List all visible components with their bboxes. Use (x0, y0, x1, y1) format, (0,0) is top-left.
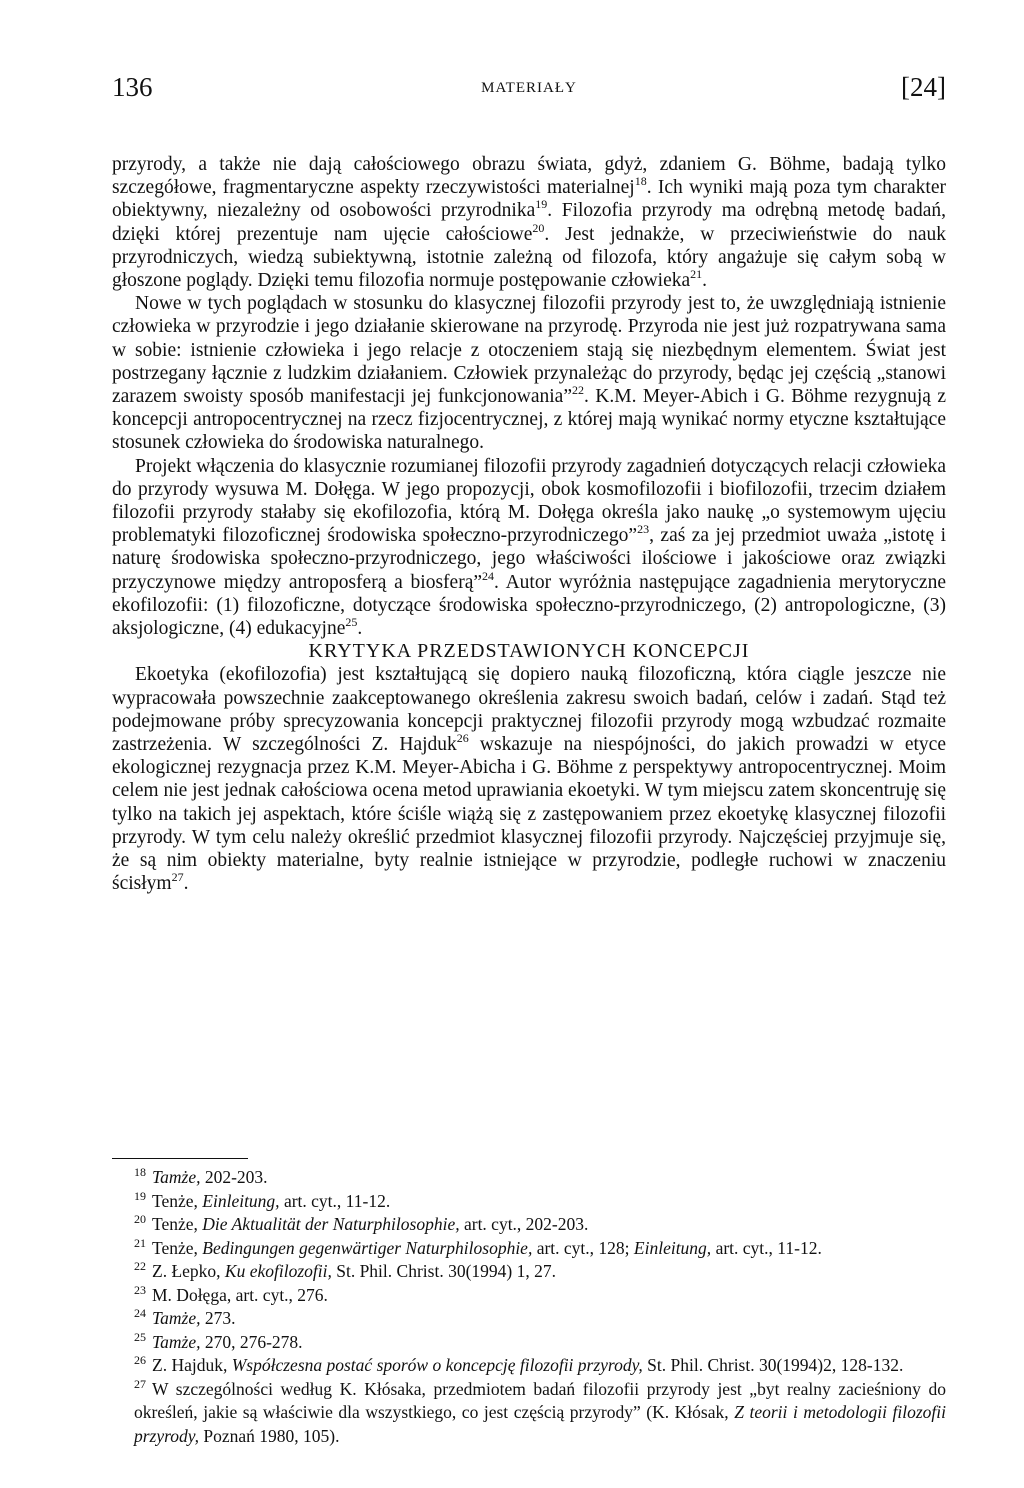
footnote-ref: 19 (535, 197, 548, 212)
footnote-20 (112, 1213, 946, 1237)
footnote-26 (112, 1354, 946, 1378)
footnote-number: 25 (134, 1329, 146, 1344)
running-title: MATERIAŁY (481, 80, 577, 96)
footnote-text: St. Phil. Christ. 30(1994)2, 128-132. (642, 1355, 904, 1375)
paragraph-text: . Filozofia przyrody ma odrębną metodę badań, dzięki której prezentuje nam ujęcie całościowe (112, 200, 946, 245)
paragraph-text: wskazuje na niespójności, do jakich prowadzi w etyce ekologicznej rezygnacja przez K.M. Meyer-Abicha i G. Böhme z perspektywy antropocentrycznej. Moim celem nie jest jednak całościowa ocena metod uprawiania ekoetyki. W tym miejscu zatem skoncentruję się tylko na takich jej aspektach, które ściśle wiążą się z zastępowaniem przez ekoetykę klasycznej filozofii przyrody. W tym celu należy określić przedmiot klasycznej filozofii przyrody. Najczęściej przyjmuje się, że są nim obiekty materialne, byty realnie istniejące w przyrodzie, podległe ruchowi w znaczeniu ścisłym (112, 734, 946, 895)
footnote-text: Z. Łepko, (152, 1261, 225, 1281)
paragraph-text: . Ich wyniki mają poza tym charakter obiektywny, niezależny od osobowości przyrodnika (112, 177, 946, 222)
footnote-ref: 22 (571, 383, 584, 398)
footnote-number: 27 (134, 1376, 146, 1391)
page-header (112, 72, 946, 112)
footnote-number: 22 (134, 1259, 146, 1273)
footnote-text: 270, 276-278. (200, 1331, 303, 1352)
footnote-24 (112, 1307, 946, 1331)
footnote-text: art. cyt., 11-12. (279, 1190, 391, 1211)
footnote-text: Tenże, (152, 1237, 203, 1258)
paragraph-text: Projekt włączenia do klasycznie rozumianej filozofii przyrody zagadnień dotyczących relacji człowieka do przyrody wysuwa M. Dołęga. W jego propozycji, obok kosmofilozofii i biofilozofii, trzecim działem filozofii przyrody stałaby się ekofilozofia, którą M. Dołęga określa jako naukę „o systemowym ujęciu problematyki filozoficznej środowiska społeczno-przyrodniczego” (112, 455, 946, 547)
paragraph-text: przyrody, a także nie dają całościowego obrazu świata, gdyż, zdaniem G. Böhme, badają tylko szczegółowe, fragmentaryczne aspekty rzeczywistości materialnej (112, 154, 946, 199)
footnote-number: 19 (134, 1188, 146, 1203)
footnote-19 (112, 1190, 946, 1214)
footnote-25 (112, 1331, 946, 1355)
footnote-27 (112, 1378, 946, 1449)
paragraph-text: . Jest jednakże, w przeciwieństwie do nauk przyrodniczych, wiedzą subiektywną, istotnie zależną od filozofa, który angażuje się całym sobą w głoszone poglądy. Dzięki temu filozofia normuje postępowanie człowieka (112, 223, 946, 292)
paragraph-1 (112, 153, 946, 292)
footnote-text: Tenże, (152, 1190, 203, 1211)
footnote-text: art. cyt., 128; (532, 1237, 634, 1258)
paragraph-text: . (357, 618, 363, 640)
footnote-title: Einleitung, (202, 1190, 280, 1211)
footnote-ref: 27 (171, 870, 184, 885)
paragraph-text: . (702, 270, 708, 292)
footnote-text: Z. Hajduk, (152, 1355, 232, 1375)
footnote-ref: 23 (637, 522, 650, 537)
footnote-ref: 26 (456, 731, 469, 746)
footnote-ref: 20 (532, 220, 545, 235)
footnote-22 (112, 1260, 946, 1284)
paragraph-text: Nowe w tych poglądach w stosunku do klasycznej filozofii przyrody jest to, że uwzględniają istnienie człowieka w przyrodzie i jego działanie skierowane na przyrodę. Przyroda nie jest już rozpatrywana sama w sobie: istnienie człowieka i jego relacje z otoczeniem stają się niezbędnym elementem. Świat jest postrzegany łącznie z ludzkim działaniem. Człowiek przynależąc do przyrody, będąc jej częścią „stanowi zarazem swoisty sposób manifestacji jej funkcjonowania” (112, 293, 946, 408)
footnote-number: 24 (134, 1306, 146, 1320)
footnote-title: Tamże, (152, 1308, 201, 1328)
footnote-title: Die Aktualität der Naturphilosophie, (202, 1214, 460, 1234)
footnote-text: art. cyt., 202-203. (459, 1214, 589, 1234)
footnote-number: 26 (134, 1353, 146, 1367)
footnote-18 (112, 1166, 946, 1190)
footnote-23 (112, 1284, 946, 1308)
footnote-title: Tamże, (152, 1167, 201, 1187)
footnote-ref: 24 (482, 568, 495, 583)
footnote-title: Tamże, (152, 1331, 201, 1352)
footnote-text: 202-203. (200, 1167, 268, 1187)
footnote-title: Einleitung, (633, 1237, 712, 1258)
footnote-ref: 18 (634, 174, 647, 189)
footnote-title: Ku ekofilozofii, (224, 1261, 332, 1281)
footnotes (112, 1166, 946, 1448)
footnote-21 (112, 1237, 946, 1261)
footnote-number: 23 (134, 1282, 146, 1297)
page-number: 136 (112, 72, 153, 102)
footnote-number: 20 (134, 1212, 146, 1226)
footnote-text: Tenże, (152, 1214, 203, 1234)
footnote-title: Współczesna postać sporów o koncepcję filozofii przyrody, (231, 1355, 643, 1375)
footnote-text: art. cyt., 11-12. (711, 1237, 822, 1258)
paragraph-3 (112, 455, 946, 641)
footnote-text: Poznań 1980, 105). (198, 1425, 340, 1446)
footnote-number: 21 (134, 1235, 146, 1250)
footnote-text: St. Phil. Christ. 30(1994) 1, 27. (331, 1261, 556, 1281)
footnote-title: Bedingungen gegenwärtiger Naturphilosophie, (202, 1237, 533, 1258)
paragraph-text: . (183, 873, 189, 895)
footnote-number: 18 (134, 1165, 146, 1179)
footnote-text: M. Dołęga, art. cyt., 276. (152, 1284, 328, 1305)
paragraph-text: Ekoetyka (ekofilozofia) jest kształtującą się dopiero nauką filozoficzną, która ciągle jeszcze nie wypracowała powszechnie zaakceptowanego określenia zakresu swoich badań, celów i zadań. Stąd też podejmowane próby sprecyzowania koncepcji praktycznej filozofii przyrody mogą wzbudzać rozmaite zastrzeżenia. W szczególności Z. Hajduk (112, 664, 946, 756)
footnote-rule (112, 1158, 248, 1159)
paragraph-text: . Autor wyróżnia następujące zagadnienia merytoryczne ekofilozofii: (1) filozoficzne, dotyczące środowiska społeczno-przyrodniczego, (2) antropologiczne, (3) aksjologiczne, (4) edukacyjne (112, 571, 946, 640)
paragraph-2 (112, 292, 946, 454)
section-number: [24] (901, 72, 946, 102)
body-text (112, 153, 946, 896)
paragraph-text: , zaś za jej przedmiot uważa „istotę i naturę środowiska społeczno-przyrodniczego, jego właściwości ilościowe i jakościowe oraz związki przyczynowe między antroposferą a biosferą” (112, 525, 947, 593)
footnote-text: W szczególności według K. Kłósaka, przedmiotem badań filozofii przyrody jest „byt realny zacieśniony do określeń, jakie są właściwie dla wszystkiego, co jest częścią przyrody” (K. Kłósak, (134, 1378, 946, 1422)
footnote-ref: 21 (690, 267, 703, 282)
footnote-text: 273. (200, 1308, 236, 1328)
section-heading: KRYTYKA PRZEDSTAWIONYCH KONCEPCJI (308, 640, 750, 663)
footnote-ref: 25 (345, 615, 358, 630)
paragraph-4 (112, 663, 946, 895)
footnote-title: Z teorii i metodologii filozofii przyrody, (134, 1402, 946, 1446)
paragraph-text: . K.M. Meyer-Abich i G. Böhme rezygnują z koncepcji antropocentrycznej na rzecz fizjocentrycznej, z której mają wynikać normy etyczne kształtujące stosunek człowieka do środowiska naturalnego. (112, 386, 946, 454)
